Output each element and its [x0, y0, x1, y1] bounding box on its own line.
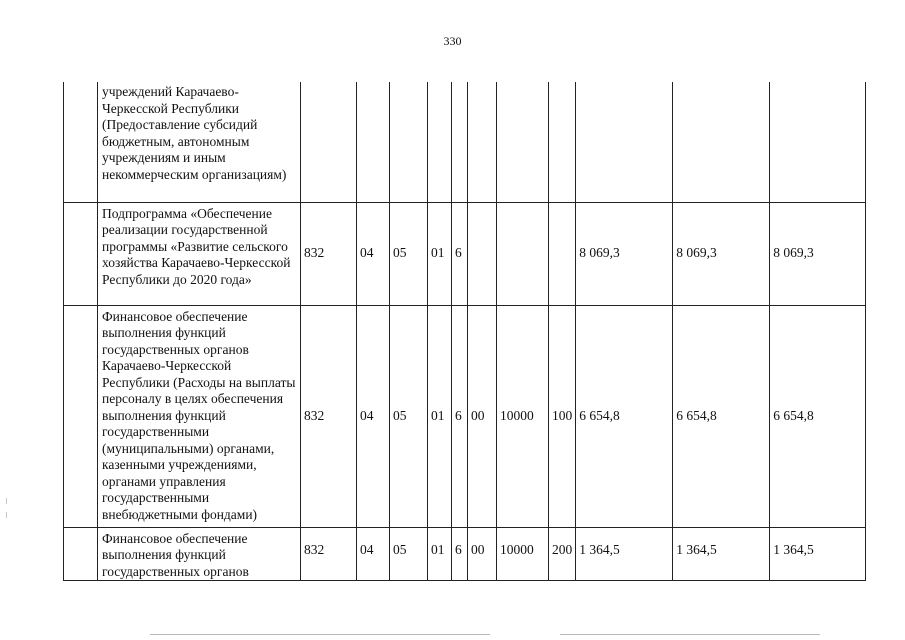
target-code-cell: 10000: [497, 305, 549, 527]
target-code-cell: 10000: [497, 527, 549, 581]
target-code-cell: [497, 202, 549, 305]
amount-cell-3: [770, 82, 866, 202]
direction-code-cell: 00: [468, 305, 497, 527]
subprogram-code-cell: 6: [452, 202, 468, 305]
amount-cell-3: 8 069,3: [770, 202, 866, 305]
subprogram-code-cell: 6: [452, 305, 468, 527]
subprogram-code-cell: 6: [452, 527, 468, 581]
program-code-cell: [428, 82, 452, 202]
description-cell: Подпрограмма «Обеспечение реализации государственной программы «Развитие сельского хозяйства Карачаево-Черкесской Республики до 2020 года»: [98, 202, 301, 305]
amount-cell-2: 8 069,3: [673, 202, 770, 305]
amount-cell-1: [576, 82, 673, 202]
amount-cell-1: 6 654,8: [576, 305, 673, 527]
amount-cell-2: [673, 82, 770, 202]
direction-code-cell: [468, 82, 497, 202]
expense-type-cell: 100: [549, 305, 576, 527]
table-row: [64, 202, 866, 305]
row-number-cell: [64, 202, 98, 305]
section-code-cell: 04: [357, 305, 390, 527]
section-code-cell: [357, 82, 390, 202]
ministry-code-cell: 832: [301, 527, 357, 581]
direction-code-cell: [468, 202, 497, 305]
amount-cell-2: 6 654,8: [673, 305, 770, 527]
direction-code-cell: 00: [468, 527, 497, 581]
budget-table: [63, 82, 866, 581]
expense-type-cell: 200: [549, 527, 576, 581]
subsection-code-cell: [390, 82, 428, 202]
table-row: [64, 82, 866, 202]
row-number-cell: [64, 82, 98, 202]
scan-bottom-rule: [150, 634, 490, 635]
amount-cell-1: 1 364,5: [576, 527, 673, 581]
scan-margin-mark: [6, 512, 7, 518]
amount-cell-1: 8 069,3: [576, 202, 673, 305]
section-code-cell: 04: [357, 527, 390, 581]
subsection-code-cell: 05: [390, 305, 428, 527]
amount-cell-3: 1 364,5: [770, 527, 866, 581]
subsection-code-cell: 05: [390, 527, 428, 581]
amount-cell-2: 1 364,5: [673, 527, 770, 581]
ministry-code-cell: [301, 82, 357, 202]
scan-margin-mark: [6, 498, 7, 504]
program-code-cell: 01: [428, 202, 452, 305]
program-code-cell: 01: [428, 527, 452, 581]
page-number: 330: [443, 34, 462, 48]
amount-cell-3: 6 654,8: [770, 305, 866, 527]
section-code-cell: 04: [357, 202, 390, 305]
expense-type-cell: [549, 82, 576, 202]
table-row: [64, 527, 866, 581]
row-number-cell: [64, 305, 98, 527]
table-row: [64, 305, 866, 527]
target-code-cell: [497, 82, 549, 202]
program-code-cell: 01: [428, 305, 452, 527]
expense-type-cell: [549, 202, 576, 305]
description-cell: учреждений Карачаево-Черкесской Республики (Предоставление субсидий бюджетным, автономным учреждениям и иным некоммерческим организациям): [98, 82, 301, 202]
subprogram-code-cell: [452, 82, 468, 202]
scan-bottom-rule: [560, 634, 820, 635]
subsection-code-cell: 05: [390, 202, 428, 305]
description-cell: Финансовое обеспечение выполнения функций государственных органов Карачаево-Черкесской Республики (Расходы на выплаты персоналу в целях обеспечения выполнения функций государственными (муниципальными) органами, казенными учреждениями, органами управления государственными внебюджетными фондами): [98, 305, 301, 527]
row-number-cell: [64, 527, 98, 581]
description-cell: Финансовое обеспечение выполнения функций государственных органов: [98, 527, 301, 581]
ministry-code-cell: 832: [301, 202, 357, 305]
ministry-code-cell: 832: [301, 305, 357, 527]
